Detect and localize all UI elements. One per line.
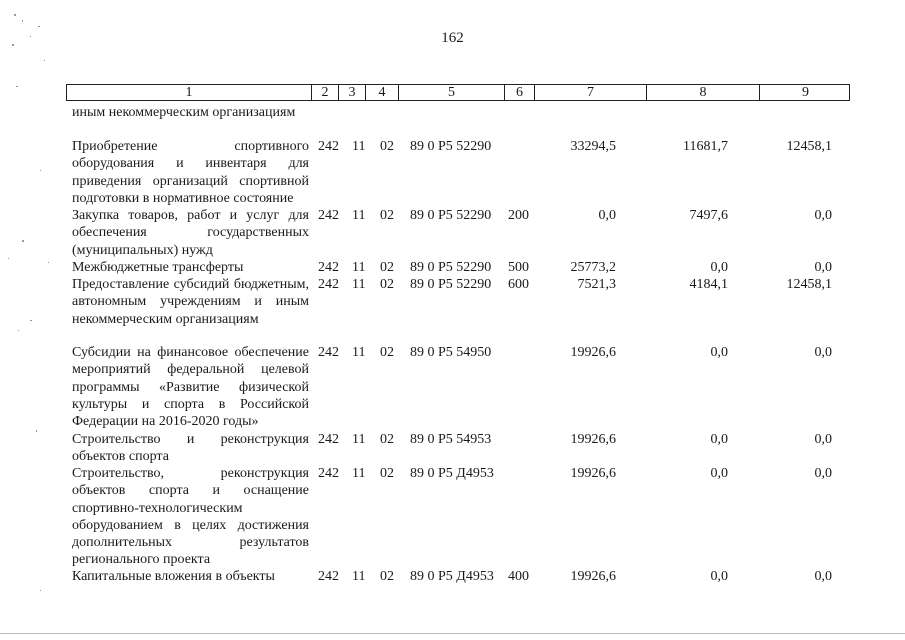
row-code-section: 11 [352,466,366,481]
row-code-admin: 242 [318,432,339,447]
row-code-subsection: 02 [380,466,394,481]
column-header: 6 [505,85,535,100]
row-description: Строительство и реконструкция объектов спорта [72,432,309,465]
column-header: 3 [339,85,366,100]
row-code-section: 11 [352,139,366,154]
row-amount-col7: 0,0 [598,208,616,223]
row-code-section: 11 [352,345,366,360]
scan-edge-line [0,633,905,634]
row-amount-col9: 0,0 [814,466,832,481]
row-amount-col9: 0,0 [814,569,832,584]
row-code-target: 89 0 Р5 52290 [410,260,492,275]
row-code-expense-type: 200 [508,208,529,223]
row-code-admin: 242 [318,260,339,275]
row-description: Закупка товаров, работ и услуг для обеспечения государственных (муниципальных) нужд [72,208,309,258]
row-amount-col8: 4184,1 [689,277,728,292]
column-header: 2 [312,85,339,100]
row-amount-col8: 7497,6 [689,208,728,223]
row-code-admin: 242 [318,139,339,154]
row-amount-col9: 0,0 [814,345,832,360]
row-code-subsection: 02 [380,569,394,584]
row-code-target: 89 0 Р5 52290 [410,139,492,154]
row-description: Приобретение спортивного оборудования и инвентаря для приведения организаций спортивной подготовки в нормативное состояние [72,139,309,206]
row-code-expense-type: 400 [508,569,529,584]
row-amount-col8: 0,0 [710,432,728,447]
row-description: Капитальные вложения в объекты [72,569,275,584]
row-code-target: 89 0 Р5 Д4953 [410,466,494,481]
row-code-target: 89 0 Р5 54953 [410,432,492,447]
row-description: Строительство, реконструкция объектов спорта и оснащение спортивно-технологическим оборудованием в целях достижения дополнительных результатов регионального проекта [72,466,309,568]
row-amount-col9: 12458,1 [786,139,832,154]
row-code-target: 89 0 Р5 52290 [410,277,492,292]
row-description: иным некоммерческим организациям [72,105,296,120]
row-code-subsection: 02 [380,139,394,154]
column-header: 8 [647,85,760,100]
row-amount-col7: 19926,6 [570,466,616,481]
row-code-admin: 242 [318,208,339,223]
row-description: Субсидии на финансовое обеспечение мероприятий федеральной целевой программы «Развитие физической культуры и спорта в Российской Федерации на 2016-2020 годы» [72,345,309,430]
row-code-admin: 242 [318,466,339,481]
row-amount-col9: 0,0 [814,208,832,223]
column-header: 1 [67,85,312,100]
row-description: Межбюджетные трансферты [72,260,244,275]
row-amount-col9: 0,0 [814,432,832,447]
row-code-subsection: 02 [380,260,394,275]
row-code-expense-type: 500 [508,260,529,275]
row-code-section: 11 [352,569,366,584]
page-number: 162 [441,30,464,46]
row-amount-col9: 0,0 [814,260,832,275]
row-amount-col7: 19926,6 [570,569,616,584]
row-amount-col8: 0,0 [710,569,728,584]
row-amount-col7: 33294,5 [570,139,616,154]
row-amount-col7: 19926,6 [570,432,616,447]
row-code-subsection: 02 [380,277,394,292]
row-code-section: 11 [352,260,366,275]
column-header: 4 [366,85,399,100]
row-code-subsection: 02 [380,345,394,360]
row-code-section: 11 [352,432,366,447]
row-code-admin: 242 [318,345,339,360]
column-header: 7 [535,85,647,100]
row-amount-col7: 7521,3 [577,277,616,292]
column-header: 9 [802,85,809,100]
row-amount-col8: 11681,7 [683,139,728,154]
row-code-section: 11 [352,208,366,223]
row-code-subsection: 02 [380,432,394,447]
row-amount-col7: 19926,6 [570,345,616,360]
row-code-admin: 242 [318,569,339,584]
row-amount-col7: 25773,2 [570,260,616,275]
row-code-target: 89 0 Р5 54950 [410,345,492,360]
row-code-target: 89 0 Р5 Д4953 [410,569,494,584]
row-code-subsection: 02 [380,208,394,223]
row-code-expense-type: 600 [508,277,529,292]
row-code-admin: 242 [318,277,339,292]
row-code-target: 89 0 Р5 52290 [410,208,492,223]
row-amount-col8: 0,0 [710,466,728,481]
row-amount-col9: 12458,1 [786,277,832,292]
row-description: Предоставление субсидий бюджетным, автономным учреждениям и иным некоммерческим организациям [72,277,309,327]
row-code-section: 11 [352,277,366,292]
row-amount-col8: 0,0 [710,345,728,360]
row-amount-col8: 0,0 [710,260,728,275]
column-header: 5 [399,85,505,100]
